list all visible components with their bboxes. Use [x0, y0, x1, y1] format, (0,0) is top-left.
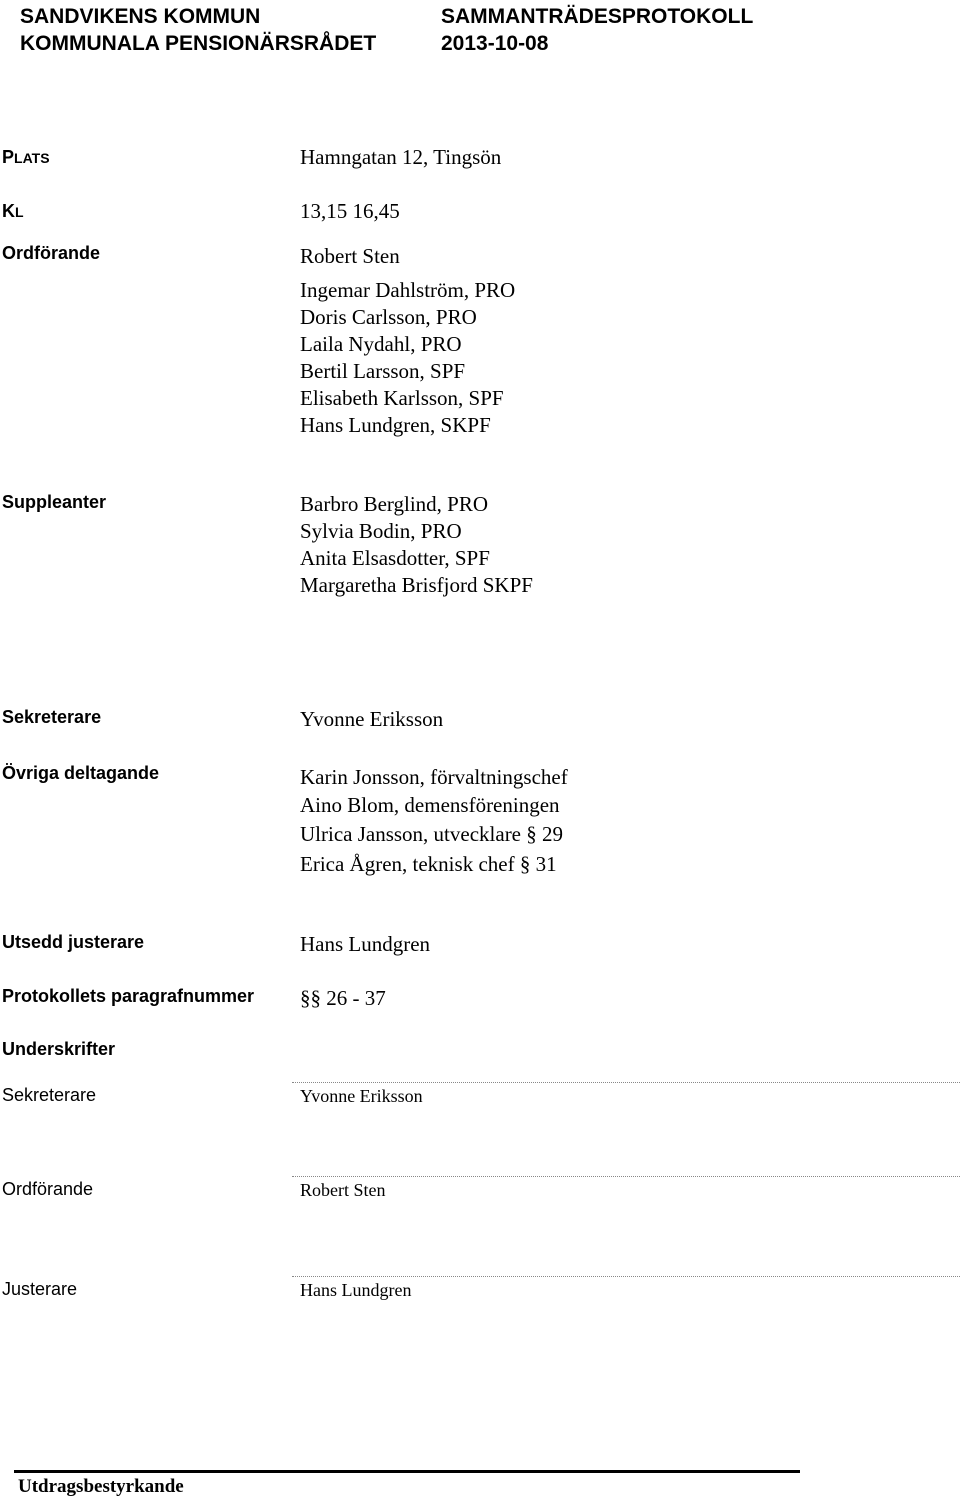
- signature-role: Justerare: [2, 1279, 78, 1299]
- signature-role: Sekreterare: [2, 1085, 97, 1105]
- suppleanter-list: [300, 491, 533, 599]
- paragrafer-label: Protokollets paragrafnummer: [2, 986, 255, 1006]
- kl-label: KL: [2, 201, 24, 221]
- ordforande-value: Robert Sten: [300, 244, 400, 268]
- member-list: [300, 277, 515, 439]
- member-item: Elisabeth Karlsson, SPF: [300, 386, 504, 410]
- ovriga-item: Ulrica Jansson, utvecklare § 29: [300, 822, 564, 846]
- signature-name: Yvonne Eriksson: [300, 1086, 423, 1106]
- paragrafer-value: §§ 26 - 37: [300, 986, 386, 1010]
- document-type: SAMMANTRÄDESPROTOKOLL: [441, 5, 754, 28]
- suppleant-item: Margaretha Brisfjord SKPF: [300, 573, 533, 597]
- member-item: Bertil Larsson, SPF: [300, 359, 466, 383]
- signature-line: [292, 1082, 960, 1083]
- meeting-date: 2013-10-08: [441, 32, 549, 55]
- signature-name: Hans Lundgren: [300, 1280, 412, 1300]
- signature-role: Ordförande: [2, 1179, 94, 1199]
- underskrifter-label: Underskrifter: [2, 1039, 116, 1059]
- footer-rule: [14, 1470, 800, 1473]
- suppleanter-label: Suppleanter: [2, 492, 107, 512]
- plats-label: PLATS: [2, 147, 50, 167]
- signature-line: [292, 1276, 960, 1277]
- signature-name: Robert Sten: [300, 1180, 386, 1200]
- org-name: SANDVIKENS KOMMUN: [20, 5, 261, 28]
- signature-line: [292, 1176, 960, 1177]
- plats-value: Hamngatan 12, Tingsön: [300, 145, 502, 169]
- footer-title: Utdragsbestyrkande: [18, 1476, 184, 1497]
- member-item: Doris Carlsson, PRO: [300, 305, 477, 329]
- sekreterare-value: Yvonne Eriksson: [300, 707, 444, 731]
- sekreterare-label: Sekreterare: [2, 707, 102, 727]
- justerare-label: Utsedd justerare: [2, 932, 145, 952]
- suppleant-item: Barbro Berglind, PRO: [300, 492, 489, 516]
- suppleant-item: Sylvia Bodin, PRO: [300, 519, 462, 543]
- kl-value: 13,15 16,45: [300, 199, 400, 223]
- ordforande-label: Ordförande: [2, 243, 101, 263]
- member-item: Hans Lundgren, SKPF: [300, 413, 491, 437]
- ovriga-item: Aino Blom, demensföreningen: [300, 793, 560, 817]
- justerare-value: Hans Lundgren: [300, 932, 431, 956]
- ovriga-item: Erica Ågren, teknisk chef § 31: [300, 852, 557, 876]
- ovriga-item: Karin Jonsson, förvaltningschef: [300, 765, 568, 789]
- member-item: Laila Nydahl, PRO: [300, 332, 462, 356]
- suppleant-item: Anita Elsasdotter, SPF: [300, 546, 490, 570]
- ovriga-list: [300, 763, 568, 879]
- ovriga-label: Övriga deltagande: [2, 763, 160, 783]
- council-name: KOMMUNALA PENSIONÄRSRÅDET: [20, 32, 377, 55]
- member-item: Ingemar Dahlström, PRO: [300, 278, 516, 302]
